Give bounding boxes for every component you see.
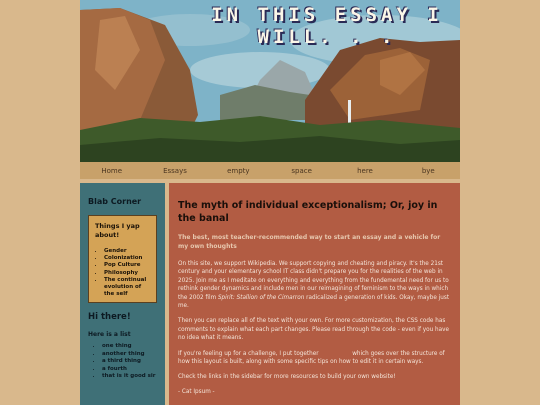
text-span: If you're feeling up for a challenge, I put together bbox=[178, 350, 319, 357]
paragraph-intro bbox=[178, 260, 451, 310]
text-span: On this site, we support Wikipedia. We support copying and cheating and piracy. It's the 21st century and your elementary school IT class didn't prepare you for the realities of the web in 2025. Join me as I meditate on everything and everything from the fundemental need for us to rethink gender dynamics and include men in our reimagining of feminism to the ways in which the 2002 film bbox=[178, 261, 449, 301]
list-item: • Philosophy bbox=[104, 270, 150, 277]
sidebar-title: Blab Corner bbox=[88, 197, 142, 206]
page bbox=[80, 0, 460, 405]
main-content bbox=[169, 183, 460, 405]
sidebar-list bbox=[88, 343, 157, 381]
list-item: • Colonization bbox=[104, 255, 150, 262]
paragraph-challenge bbox=[178, 350, 451, 367]
nav-home-link[interactable]: Home bbox=[101, 166, 122, 175]
film-title: Spirit: Stallion of the Cimarron bbox=[217, 294, 305, 301]
top-nav bbox=[80, 162, 460, 179]
list-item: • Gender bbox=[104, 248, 150, 255]
site-title: IN THIS ESSAY I WILL. . . bbox=[211, 4, 443, 48]
signature: - Cat Ipsum - bbox=[178, 388, 215, 395]
list-item: • a fourth bbox=[102, 366, 157, 374]
article-lead: The best, most teacher-recommended way to start an essay and a vehicle for my own thoughts bbox=[178, 234, 441, 250]
list-item: • The continual evolution of the self bbox=[104, 277, 150, 299]
yap-box-title: Things I yap about! bbox=[95, 222, 140, 239]
list-item: • that is it good sir bbox=[102, 373, 157, 381]
nav-bye-link[interactable]: bye bbox=[421, 166, 435, 175]
text-span: which goes over the structure of how this layout is built, along with some specific tips on how to edit it in certain ways. bbox=[178, 350, 445, 366]
nav-essays-link[interactable]: Essays bbox=[163, 166, 187, 175]
article-title: The myth of individual exceptionalism; Or, joy in the banal bbox=[178, 200, 438, 224]
list-item: • one thing bbox=[102, 343, 157, 351]
sidebar-list-title: Here is a list bbox=[88, 331, 131, 339]
text-span: radicalized a generation of kids. Okay, maybe just me. bbox=[178, 294, 450, 310]
paragraph-links: Check the links in the sidebar for more resources to build your own website! bbox=[178, 374, 396, 381]
list-item: • Pop Culture bbox=[104, 262, 150, 269]
list-item: • a third thing bbox=[102, 358, 157, 366]
yap-topics-list bbox=[95, 248, 150, 298]
list-item: • another thing bbox=[102, 351, 157, 359]
paragraph-customize: Then you can replace all of the text with your own. For more customization, the CSS code has comments to explain what each part changes. Please read through the code - even if you have no idea what it means. bbox=[178, 318, 449, 342]
sidebar-greeting: Hi there! bbox=[88, 312, 131, 323]
sidebar bbox=[80, 183, 165, 405]
yap-topics-box bbox=[88, 215, 157, 303]
nav-here-link[interactable]: here bbox=[357, 166, 373, 175]
nav-space-link[interactable]: space bbox=[291, 166, 312, 175]
nav-empty-link[interactable]: empty bbox=[227, 166, 250, 175]
header-banner bbox=[80, 0, 460, 162]
